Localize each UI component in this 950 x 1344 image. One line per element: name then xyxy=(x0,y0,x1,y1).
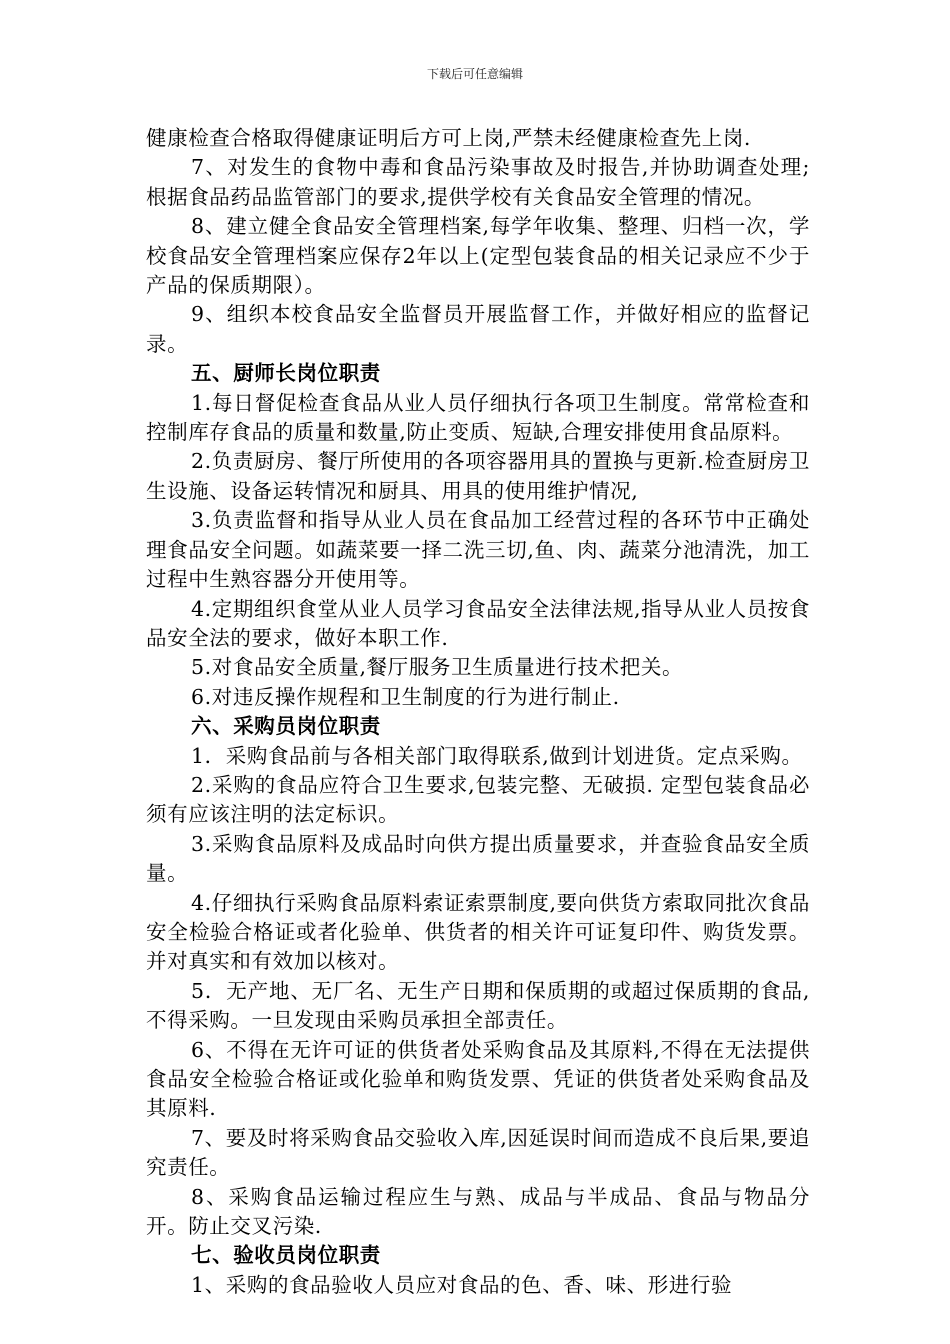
list-item: 4.定期组织食堂从业人员学习食品安全法律法规,指导从业人员按食品安全法的要求，做好本职工作. xyxy=(146,596,810,650)
paragraph: 8、建立健全食品安全管理档案,每学年收集、整理、归档一次，学校食品安全管理档案应保存2年以上(定型包装食品的相关记录应不少于产品的保质期限）。 xyxy=(146,214,810,298)
list-item: 2.负责厨房、餐厅所使用的各项容器用具的置换与更新.检查厨房卫生设施、设备运转情况和厨具、用具的使用维护情况, xyxy=(146,449,810,503)
section-heading-chef: 五、厨师长岗位职责 xyxy=(191,361,381,386)
paragraph: 健康检查合格取得健康证明后方可上岗,严禁未经健康检查先上岗. xyxy=(146,126,752,150)
list-item: 5.对食品安全质量,餐厅服务卫生质量进行技术把关。 xyxy=(191,655,684,680)
paragraph: 7、对发生的食物中毒和食品污染事故及时报告,并协助调查处理; 根据食品药品监管部门的要求,提供学校有关食品安全管理的情况。 xyxy=(146,155,810,209)
list-item: 1、采购的食品验收人员应对食品的色、香、味、形进行验 xyxy=(191,1272,733,1297)
list-item: 2.采购的食品应符合卫生要求,包装完整、无破损. 定型包装食品必须有应该注明的法定标识。 xyxy=(146,772,810,827)
list-item: 8、采购食品运输过程应生与熟、成品与半成品、食品与物品分开。防止交叉污染. xyxy=(146,1184,810,1239)
page-header-note: 下载后可任意编辑 xyxy=(426,67,523,81)
list-item: 6.对违反操作规程和卫生制度的行为进行制止. xyxy=(191,684,620,709)
list-item: 7、要及时将采购食品交验收入库,因延误时间而造成不良后果,要追究责任。 xyxy=(146,1125,810,1180)
list-item: 1．采购食品前与各相关部门取得联系,做到计划进货。定点采购。 xyxy=(191,743,803,768)
list-item: 3.采购食品原料及成品时向供方提出质量要求，并查验食品安全质量。 xyxy=(146,831,810,886)
list-item: 3.负责监督和指导从业人员在食品加工经营过程的各环节中正确处理食品安全问题。如蔬菜要一择二洗三切,鱼、肉、蔬菜分池清洗，加工过程中生熟容器分开使用等。 xyxy=(146,508,810,592)
document-body xyxy=(146,124,810,1300)
list-item: 6、不得在无许可证的供货者处采购食品及其原料,不得在无法提供食品安全检验合格证或化验单和购货发票、凭证的供货者处采购食品及其原料. xyxy=(146,1037,810,1121)
section-heading-inspector: 七、验收员岗位职责 xyxy=(191,1243,381,1268)
list-item: 1.每日督促检查食品从业人员仔细执行各项卫生制度。常常检查和控制库存食品的质量和数量,防止变质、短缺,合理安排使用食品原料。 xyxy=(146,390,810,445)
list-item: 5．无产地、无厂名、无生产日期和保质期的或超过保质期的食品,不得采购。一旦发现由采购员承担全部责任。 xyxy=(146,978,810,1033)
section-heading-purchaser: 六、采购员岗位职责 xyxy=(191,714,381,739)
list-item: 4.仔细执行采购食品原料索证索票制度,要向供货方索取同批次食品安全检验合格证或者化验单、供货者的相关许可证复印件、购货发票。并对真实和有效加以核对。 xyxy=(146,890,810,974)
paragraph: 9、组织本校食品安全监督员开展监督工作，并做好相应的监督记录。 xyxy=(146,302,810,356)
